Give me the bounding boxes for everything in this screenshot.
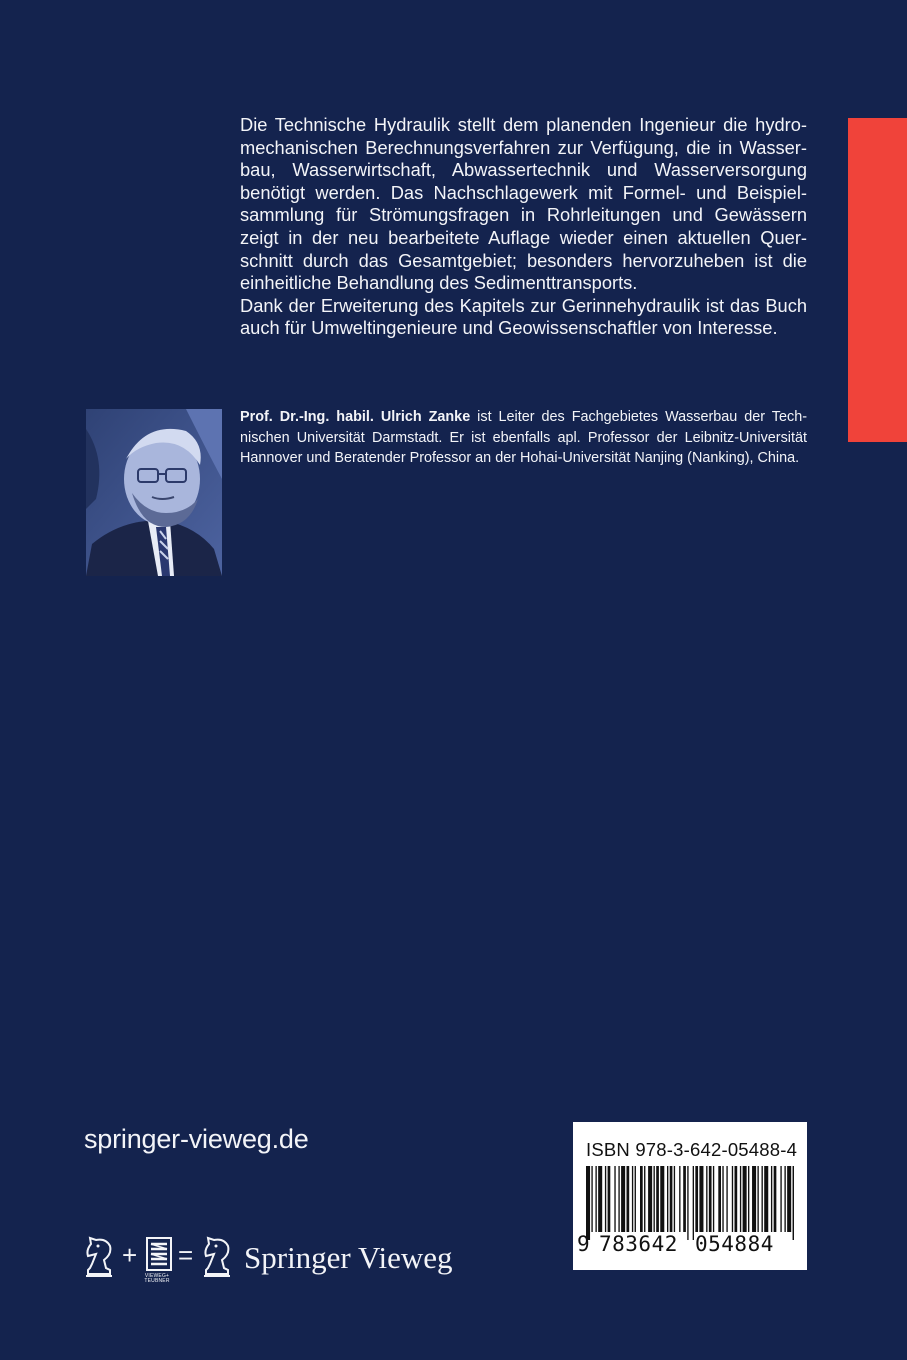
- isbn-barcode: [573, 1122, 807, 1270]
- publisher-website[interactable]: springer-vieweg.de: [84, 1124, 309, 1154]
- barcode-bar: [722, 1166, 723, 1232]
- barcode-bar: [740, 1166, 741, 1232]
- barcode-bar: [706, 1166, 707, 1232]
- barcode-bar: [621, 1166, 625, 1232]
- barcode-bar: [627, 1166, 630, 1232]
- barcode-bar: [640, 1166, 643, 1232]
- barcode-bar: [793, 1166, 794, 1240]
- barcode-bar: [787, 1166, 791, 1232]
- barcode-bar: [764, 1166, 768, 1232]
- barcode-bar: [635, 1166, 636, 1232]
- barcode-bar: [614, 1166, 615, 1232]
- barcode-bar: [743, 1166, 747, 1232]
- description-paragraph-1: Die Technische Hydraulik stellt dem planenden Ingenieur die hydromechanischen Berechnungsverfahren zur Verfügung, die in Wasserbau, Wasserwirtschaft, Abwassertechnik und Wasserversorgung benötigt werden. Das Nachschlagewerk mit Formel- und Beispielsammlung für Strömungsfragen in Rohrleitungen und Gewässern zeigt in der neu bearbeitete Auflage wieder einen aktuellen Querschnitt durch das Gesamtgebiet; besonders hervorzuheben ist die einheitliche Behandlung des Sedimenttransports.: [240, 114, 807, 294]
- barcode-bar: [693, 1166, 694, 1240]
- barcode-bar: [656, 1166, 659, 1232]
- barcode-bar: [718, 1166, 721, 1232]
- barcode-bar: [748, 1166, 749, 1232]
- description-paragraph-2: Dank der Erweiterung des Kapitels zur Gerinnehydraulik ist das Buch auch für Umweltingenieure und Geowissenschaftler von Interesse.: [240, 294, 807, 339]
- logo-plus: +: [122, 1240, 138, 1270]
- barcode-bar: [683, 1166, 686, 1232]
- barcode-bar: [732, 1166, 733, 1232]
- barcode-bar: [699, 1166, 703, 1232]
- barcode-bar: [654, 1166, 655, 1232]
- author-photo: [86, 409, 222, 576]
- barcode-bar: [762, 1166, 763, 1232]
- barcode-bar: [586, 1166, 590, 1240]
- barcode-bar: [784, 1166, 785, 1232]
- barcode-bar: [735, 1166, 738, 1232]
- vieweg-teubner-icon: [144, 1236, 174, 1272]
- author-portrait-image: [86, 409, 222, 576]
- author-name: Prof. Dr.-Ing. habil. Ulrich Zanke: [240, 409, 471, 425]
- barcode-bar: [660, 1166, 664, 1232]
- barcode-bar: [757, 1166, 758, 1232]
- barcode-bar: [709, 1166, 712, 1232]
- barcode-digit-lead: 9: [577, 1232, 591, 1256]
- logo-equals: =: [178, 1240, 194, 1270]
- barcode-bar: [713, 1166, 714, 1232]
- publisher-logos: [82, 1234, 482, 1286]
- barcode-bar: [674, 1166, 675, 1232]
- red-accent-strip: [848, 118, 907, 442]
- book-description: [240, 114, 807, 340]
- barcode-bar: [591, 1166, 592, 1232]
- barcode-bars: [586, 1166, 794, 1240]
- vieweg-teubner-label: VIEWEG+ TEUBNER: [144, 1273, 170, 1284]
- barcode-bar: [598, 1166, 602, 1232]
- barcode-bar: [595, 1166, 596, 1232]
- barcode-bar: [644, 1166, 645, 1232]
- barcode-bar: [670, 1166, 673, 1232]
- barcode-bar: [608, 1166, 611, 1232]
- springer-vieweg-knight-icon: [200, 1236, 234, 1278]
- barcode-bar: [752, 1166, 756, 1232]
- barcode-bar: [605, 1166, 606, 1232]
- publisher-name: Springer Vieweg: [244, 1240, 453, 1275]
- isbn-label: ISBN 978-3-642-05488-4: [586, 1139, 798, 1160]
- barcode-bar: [771, 1166, 772, 1232]
- barcode-bar: [618, 1166, 619, 1232]
- barcode-bar: [774, 1166, 777, 1232]
- barcode-bar: [632, 1166, 633, 1232]
- barcode-bar: [780, 1166, 781, 1232]
- barcode-bar: [648, 1166, 652, 1232]
- author-bio: [240, 407, 807, 469]
- barcode-bar: [687, 1166, 688, 1240]
- barcode-bar: [667, 1166, 668, 1232]
- barcode-bar: [679, 1166, 680, 1232]
- author-bio-text: ist Leiter des Fachgebietes Wasserbau der Technischen Universität Darmstadt. Er ist ebenfalls apl. Professor der Leibnitz-Universität Hannover und Beratender Professor an der Hohai-Universität Nanjing (Nanking), China.: [240, 409, 807, 466]
- barcode-bar: [695, 1166, 698, 1232]
- barcode-digits-group-1: 783642: [599, 1232, 678, 1256]
- barcode-digits-group-2: 054884: [695, 1232, 774, 1256]
- springer-knight-icon: [82, 1236, 116, 1278]
- barcode-bar: [726, 1166, 727, 1232]
